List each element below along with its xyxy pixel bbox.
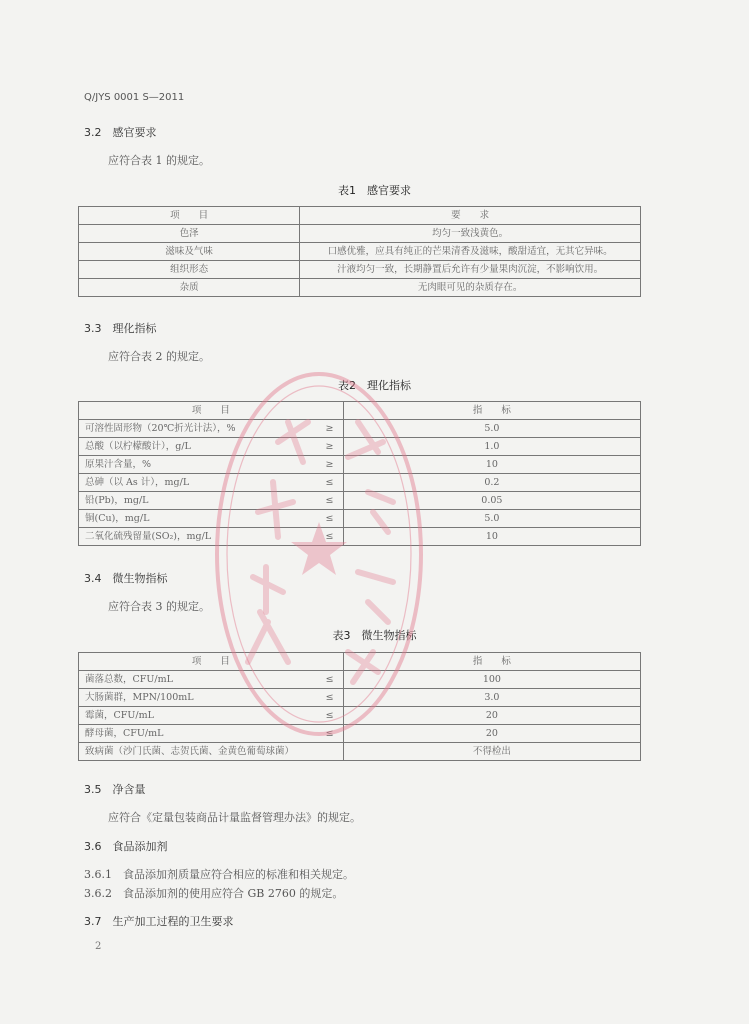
table-cell: 色泽 — [79, 225, 300, 243]
table-cell-symbol: ≤ — [316, 689, 343, 707]
table-1-sensory — [78, 206, 641, 297]
table-row — [79, 492, 641, 510]
table-header-cell: 项 目 — [79, 207, 300, 225]
table-cell: 菌落总数，CFU/mL — [79, 671, 317, 689]
section-3-2-heading: 3.2 感官要求 — [84, 126, 157, 139]
table-cell: 酵母菌，CFU/mL — [79, 725, 317, 743]
table-cell: 总砷（以 As 计），mg/L — [79, 474, 317, 492]
table-cell-symbol: ≤ — [316, 510, 343, 528]
table-row — [79, 474, 641, 492]
table-cell: 1.0 — [343, 438, 640, 456]
table-cell: 二氧化硫残留量(SO₂)，mg/L — [79, 528, 317, 546]
table-3-microbiological — [78, 652, 641, 761]
table-header-row — [79, 207, 641, 225]
table-header-cell: 要 求 — [300, 207, 641, 225]
table-cell: 原果汁含量，% — [79, 456, 317, 474]
table-2-physicochemical — [78, 401, 641, 546]
section-3-3-heading: 3.3 理化指标 — [84, 322, 157, 335]
table-cell-symbol: ≤ — [316, 492, 343, 510]
table-cell: 10 — [343, 456, 640, 474]
table-row — [79, 671, 641, 689]
table-row — [79, 456, 641, 474]
table-row — [79, 510, 641, 528]
table-cell-symbol: ≤ — [316, 474, 343, 492]
table-cell: 不得检出 — [343, 743, 640, 761]
table-cell: 致病菌（沙门氏菌、志贺氏菌、金黄色葡萄球菌） — [79, 743, 344, 761]
table-header-row — [79, 402, 641, 420]
table-cell-symbol: ≥ — [316, 438, 343, 456]
table-cell-symbol: ≤ — [316, 671, 343, 689]
section-3-6-heading: 3.6 食品添加剂 — [84, 840, 168, 853]
table-cell: 铅(Pb)，mg/L — [79, 492, 317, 510]
section-3-4-paragraph: 应符合表 3 的规定。 — [108, 600, 210, 613]
section-3-5-paragraph: 应符合《定量包装商品计量监督管理办法》的规定。 — [108, 811, 361, 824]
table-cell: 均匀一致浅黄色。 — [300, 225, 641, 243]
section-3-7-heading: 3.7 生产加工过程的卫生要求 — [84, 915, 234, 928]
table-cell: 铜(Cu)，mg/L — [79, 510, 317, 528]
table-cell: 杂质 — [79, 279, 300, 297]
table-row — [79, 689, 641, 707]
table-2-title: 表2 理化指标 — [338, 379, 411, 392]
table-cell: 3.0 — [343, 689, 640, 707]
table-row — [79, 279, 641, 297]
table-row — [79, 707, 641, 725]
table-cell: 大肠菌群，MPN/100mL — [79, 689, 317, 707]
table-cell-symbol: ≤ — [316, 725, 343, 743]
table-header-cell: 项 目 — [79, 402, 344, 420]
table-cell-symbol: ≥ — [316, 420, 343, 438]
table-row — [79, 725, 641, 743]
table-cell: 5.0 — [343, 420, 640, 438]
table-row — [79, 743, 641, 761]
table-cell: 无肉眼可见的杂质存在。 — [300, 279, 641, 297]
table-header-cell: 指 标 — [343, 402, 640, 420]
section-3-6-1: 3.6.1 食品添加剂质量应符合相应的标准和相关规定。 — [84, 868, 354, 881]
table-row — [79, 528, 641, 546]
table-cell: 5.0 — [343, 510, 640, 528]
table-row — [79, 420, 641, 438]
table-cell: 滋味及气味 — [79, 243, 300, 261]
table-cell: 20 — [343, 725, 640, 743]
table-cell-symbol: ≥ — [316, 456, 343, 474]
table-3-title: 表3 微生物指标 — [332, 629, 417, 642]
table-header-row — [79, 653, 641, 671]
table-cell: 10 — [343, 528, 640, 546]
table-header-cell: 项 目 — [79, 653, 344, 671]
table-header-cell: 指 标 — [343, 653, 640, 671]
table-cell-symbol: ≤ — [316, 707, 343, 725]
section-3-2-paragraph: 应符合表 1 的规定。 — [108, 154, 210, 167]
table-cell: 口感优雅，应具有纯正的芒果清香及滋味，酸甜适宜，无其它异味。 — [300, 243, 641, 261]
table-cell: 可溶性固形物（20℃折光计法），% — [79, 420, 317, 438]
table-cell: 0.2 — [343, 474, 640, 492]
table-cell: 霉菌，CFU/mL — [79, 707, 317, 725]
table-cell-symbol: ≤ — [316, 528, 343, 546]
table-cell: 总酸（以柠檬酸计），g/L — [79, 438, 317, 456]
section-3-3-paragraph: 应符合表 2 的规定。 — [108, 350, 210, 363]
table-cell: 组织形态 — [79, 261, 300, 279]
table-cell: 汁液均匀一致，长期静置后允许有少量果肉沉淀，不影响饮用。 — [300, 261, 641, 279]
table-row — [79, 261, 641, 279]
table-1-title: 表1 感官要求 — [338, 184, 411, 197]
table-row — [79, 438, 641, 456]
table-row — [79, 243, 641, 261]
section-3-4-heading: 3.4 微生物指标 — [84, 572, 168, 585]
section-3-6-2: 3.6.2 食品添加剂的使用应符合 GB 2760 的规定。 — [84, 887, 344, 900]
document-code: Q/JYS 0001 S—2011 — [84, 92, 185, 103]
table-cell: 0.05 — [343, 492, 640, 510]
table-cell: 20 — [343, 707, 640, 725]
section-3-5-heading: 3.5 净含量 — [84, 783, 146, 796]
page-number: 2 — [95, 941, 102, 952]
table-row — [79, 225, 641, 243]
table-cell: 100 — [343, 671, 640, 689]
